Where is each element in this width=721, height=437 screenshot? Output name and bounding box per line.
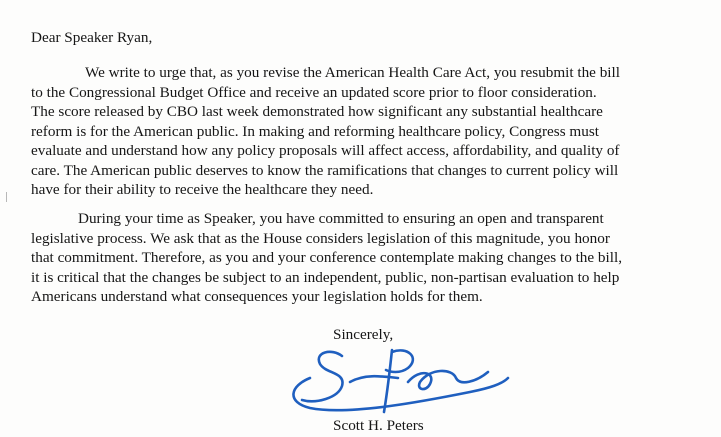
salutation: Dear Speaker Ryan, — [31, 29, 153, 46]
scan-artifact — [6, 192, 11, 202]
closing: Sincerely, — [333, 326, 394, 343]
paragraph-1-line: We write to urge that, as you revise the American Health Care Act, you resubmit the bill — [85, 64, 620, 81]
paragraph-1-line: have for their ability to receive the healthcare they need. — [31, 181, 374, 198]
paragraph-2-line: that commitment. Therefore, as you and your conference contemplate making changes to the bill, — [31, 249, 622, 266]
paragraph-2-line: it is critical that the changes be subject to an independent, public, non-partisan evaluation to help — [31, 268, 620, 286]
paragraph-1-line: The score released by CBO last week demonstrated how significant any substantial healthcare — [31, 103, 603, 120]
paragraph-1-line: care. The American public deserves to know the ramifications that changes to current policy will — [31, 161, 619, 179]
paragraph-1-line: reform is for the American public. In making and reforming healthcare policy, Congress must — [31, 122, 599, 140]
signature-icon — [280, 338, 520, 420]
paragraph-2-line: legislative process. We ask that as the House considers legislation of this magnitude, you honor — [31, 229, 610, 247]
paragraph-2-line: Americans understand what consequences your legislation holds for them. — [31, 288, 483, 305]
paragraph-2 — [31, 209, 703, 307]
signer-name: Scott H. Peters — [333, 417, 424, 434]
paragraph-1 — [31, 63, 703, 200]
paragraph-2-line: During your time as Speaker, you have committed to ensuring an open and transparent — [78, 210, 604, 227]
paragraph-1-line: evaluate and understand how any policy proposals will affect access, affordability, and quality of — [31, 142, 620, 159]
paragraph-1-line: to the Congressional Budget Office and receive an updated score prior to floor consideration. — [31, 83, 597, 101]
